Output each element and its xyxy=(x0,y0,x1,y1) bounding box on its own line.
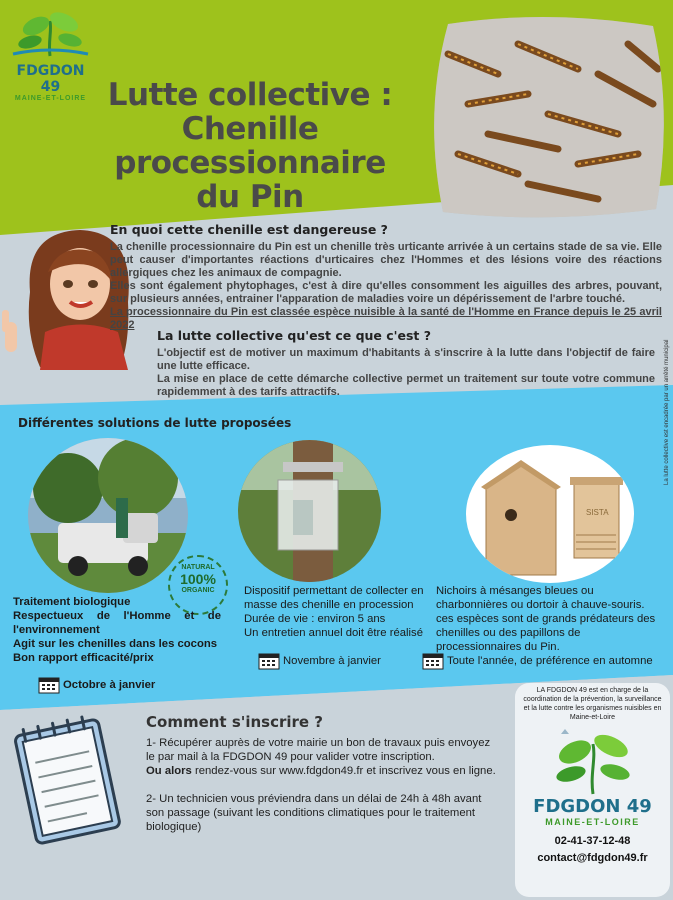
trap-period xyxy=(258,652,381,670)
nest-box-label: SISTA xyxy=(586,508,609,517)
inscription-alt xyxy=(146,764,498,778)
danger-heading: En quoi cette chenille est dangereuse ? xyxy=(110,222,388,237)
collective-heading: La lutte collective qu'est ce que c'est ? xyxy=(157,328,431,343)
bio-period xyxy=(38,676,155,694)
danger-text-3: La processionnaire du Pin est classée espèce nuisible à la santé de l'Homme en France depuis le 25 avril 2022 xyxy=(110,306,662,331)
trap-photo xyxy=(238,440,381,582)
trap-description: Dispositif permettant de collecter en masse des chenille en procession xyxy=(244,585,424,611)
contact-email[interactable]: contact@fdgdon49.fr xyxy=(537,852,648,864)
solutions-heading: Différentes solutions de lutte proposées xyxy=(18,416,292,430)
badge-bottom: ORGANIC xyxy=(181,587,215,594)
calendar-icon xyxy=(422,652,444,670)
nest-period-label: Toute l'année, de préférence en automne xyxy=(447,654,653,667)
contact-name: FDGDON 49 xyxy=(533,796,652,817)
inscription-heading: Comment s'inscrire ? xyxy=(146,713,324,731)
title-line-3: du Pin xyxy=(196,179,304,215)
logo-subtitle: MAINE-ET-LOIRE xyxy=(14,95,87,102)
or-label: Ou alors xyxy=(146,765,192,777)
inscription-step-1: 1- Récupérer auprès de votre mairie un bon de travaux puis envoyez le par mail à la FDGDON 49 pour valider votre inscription. xyxy=(146,737,491,763)
trap-lifetime: Durée de vie : environ 5 ans xyxy=(244,613,386,625)
bio-text xyxy=(13,595,221,665)
inscription-step-2: 2- Un technicien vous préviendra dans un délai de 24h à 48h avant son passage (suivant les conditions climatiques pour le traitement biologique) xyxy=(146,793,482,833)
notepad-icon xyxy=(5,712,130,847)
bio-line-2: Respectueux de l'Homme et de l'environnement xyxy=(13,610,221,636)
collective-text-1: L'objectif est de motiver un maximum d'habitants à s'inscrire à la lutte dans l'objectif de faire une lutte efficace. xyxy=(157,347,655,372)
inscription-alt-text: rendez-vous sur www.fdgdon49.fr et inscrivez vous en ligne. xyxy=(191,765,496,777)
contact-phone: 02-41-37-12-48 xyxy=(554,835,631,847)
logo xyxy=(8,6,93,102)
collective-text-2: La mise en place de cette démarche collective permet un traitement sur toute votre commune rapidemment à des tarifs attractifs. xyxy=(157,373,655,398)
bio-line-1: Traitement biologique xyxy=(13,596,131,608)
nest-text: Nichoirs à mésanges bleues ou charbonnières ou dortoir à chauve-souris. ces espèces sont de grands prédateurs des chenilles ou des papillons de processionnaires du Pin. xyxy=(436,585,656,653)
logo-name: FDGDON 49 xyxy=(16,63,85,95)
side-note: La lutte collective est encadrée par un arrêté municipal xyxy=(664,339,670,485)
calendar-icon xyxy=(38,676,60,694)
bio-period-label: Octobre à janvier xyxy=(63,678,156,691)
page-title xyxy=(60,78,440,214)
biological-treatment-photo xyxy=(28,438,188,593)
inscription-section xyxy=(146,713,498,834)
trap-maintenance: Un entretien annuel doit être réalisé xyxy=(244,627,423,639)
caterpillar-nest-photo xyxy=(428,14,668,219)
nest-box-photo xyxy=(466,445,634,583)
title-line-2: Chenille processionnaire xyxy=(114,111,386,181)
danger-text-1: La chenille processionnaire du Pin est un chenille très urticante arrivée à un certains stade de sa vie. Elle peut causer d'importantes réactions d'urticaires chez l'Hommes et des lésions voire des réactions allergiques chez les animaux de compagnie. xyxy=(110,241,662,279)
badge-top: NATURAL xyxy=(181,564,215,571)
calendar-icon xyxy=(258,652,280,670)
plant-logo-icon xyxy=(8,6,93,58)
danger-section xyxy=(110,222,662,332)
bio-line-3: Agit sur les chenilles dans les cocons xyxy=(13,638,218,650)
trap-text xyxy=(244,584,429,640)
title-line-1: Lutte collective : xyxy=(107,77,393,113)
contact-subtitle: MAINE-ET-LOIRE xyxy=(545,817,640,827)
contact-card xyxy=(515,683,670,897)
trap-period-label: Novembre à janvier xyxy=(283,654,381,667)
contact-intro: LA FDGDON 49 est en charge de la coordination de la prévention, la surveillance et la lutte contre les organismes nuisibles en Maine-et-Loire xyxy=(523,687,662,721)
bio-line-4: Bon rapport efficacité/prix xyxy=(13,652,154,664)
plant-logo-icon xyxy=(543,724,643,796)
danger-text-2: Elles sont également phytophages, c'est à dire qu'elles consomment les aiguilles des arbres, pouvant, sur plusieurs années, entrainer l'apparation de maladies voire un dépérissement de l'arbre touché. xyxy=(110,280,662,305)
badge-mid: 100% xyxy=(180,571,216,587)
nest-period xyxy=(422,652,653,670)
collective-section xyxy=(157,328,655,399)
